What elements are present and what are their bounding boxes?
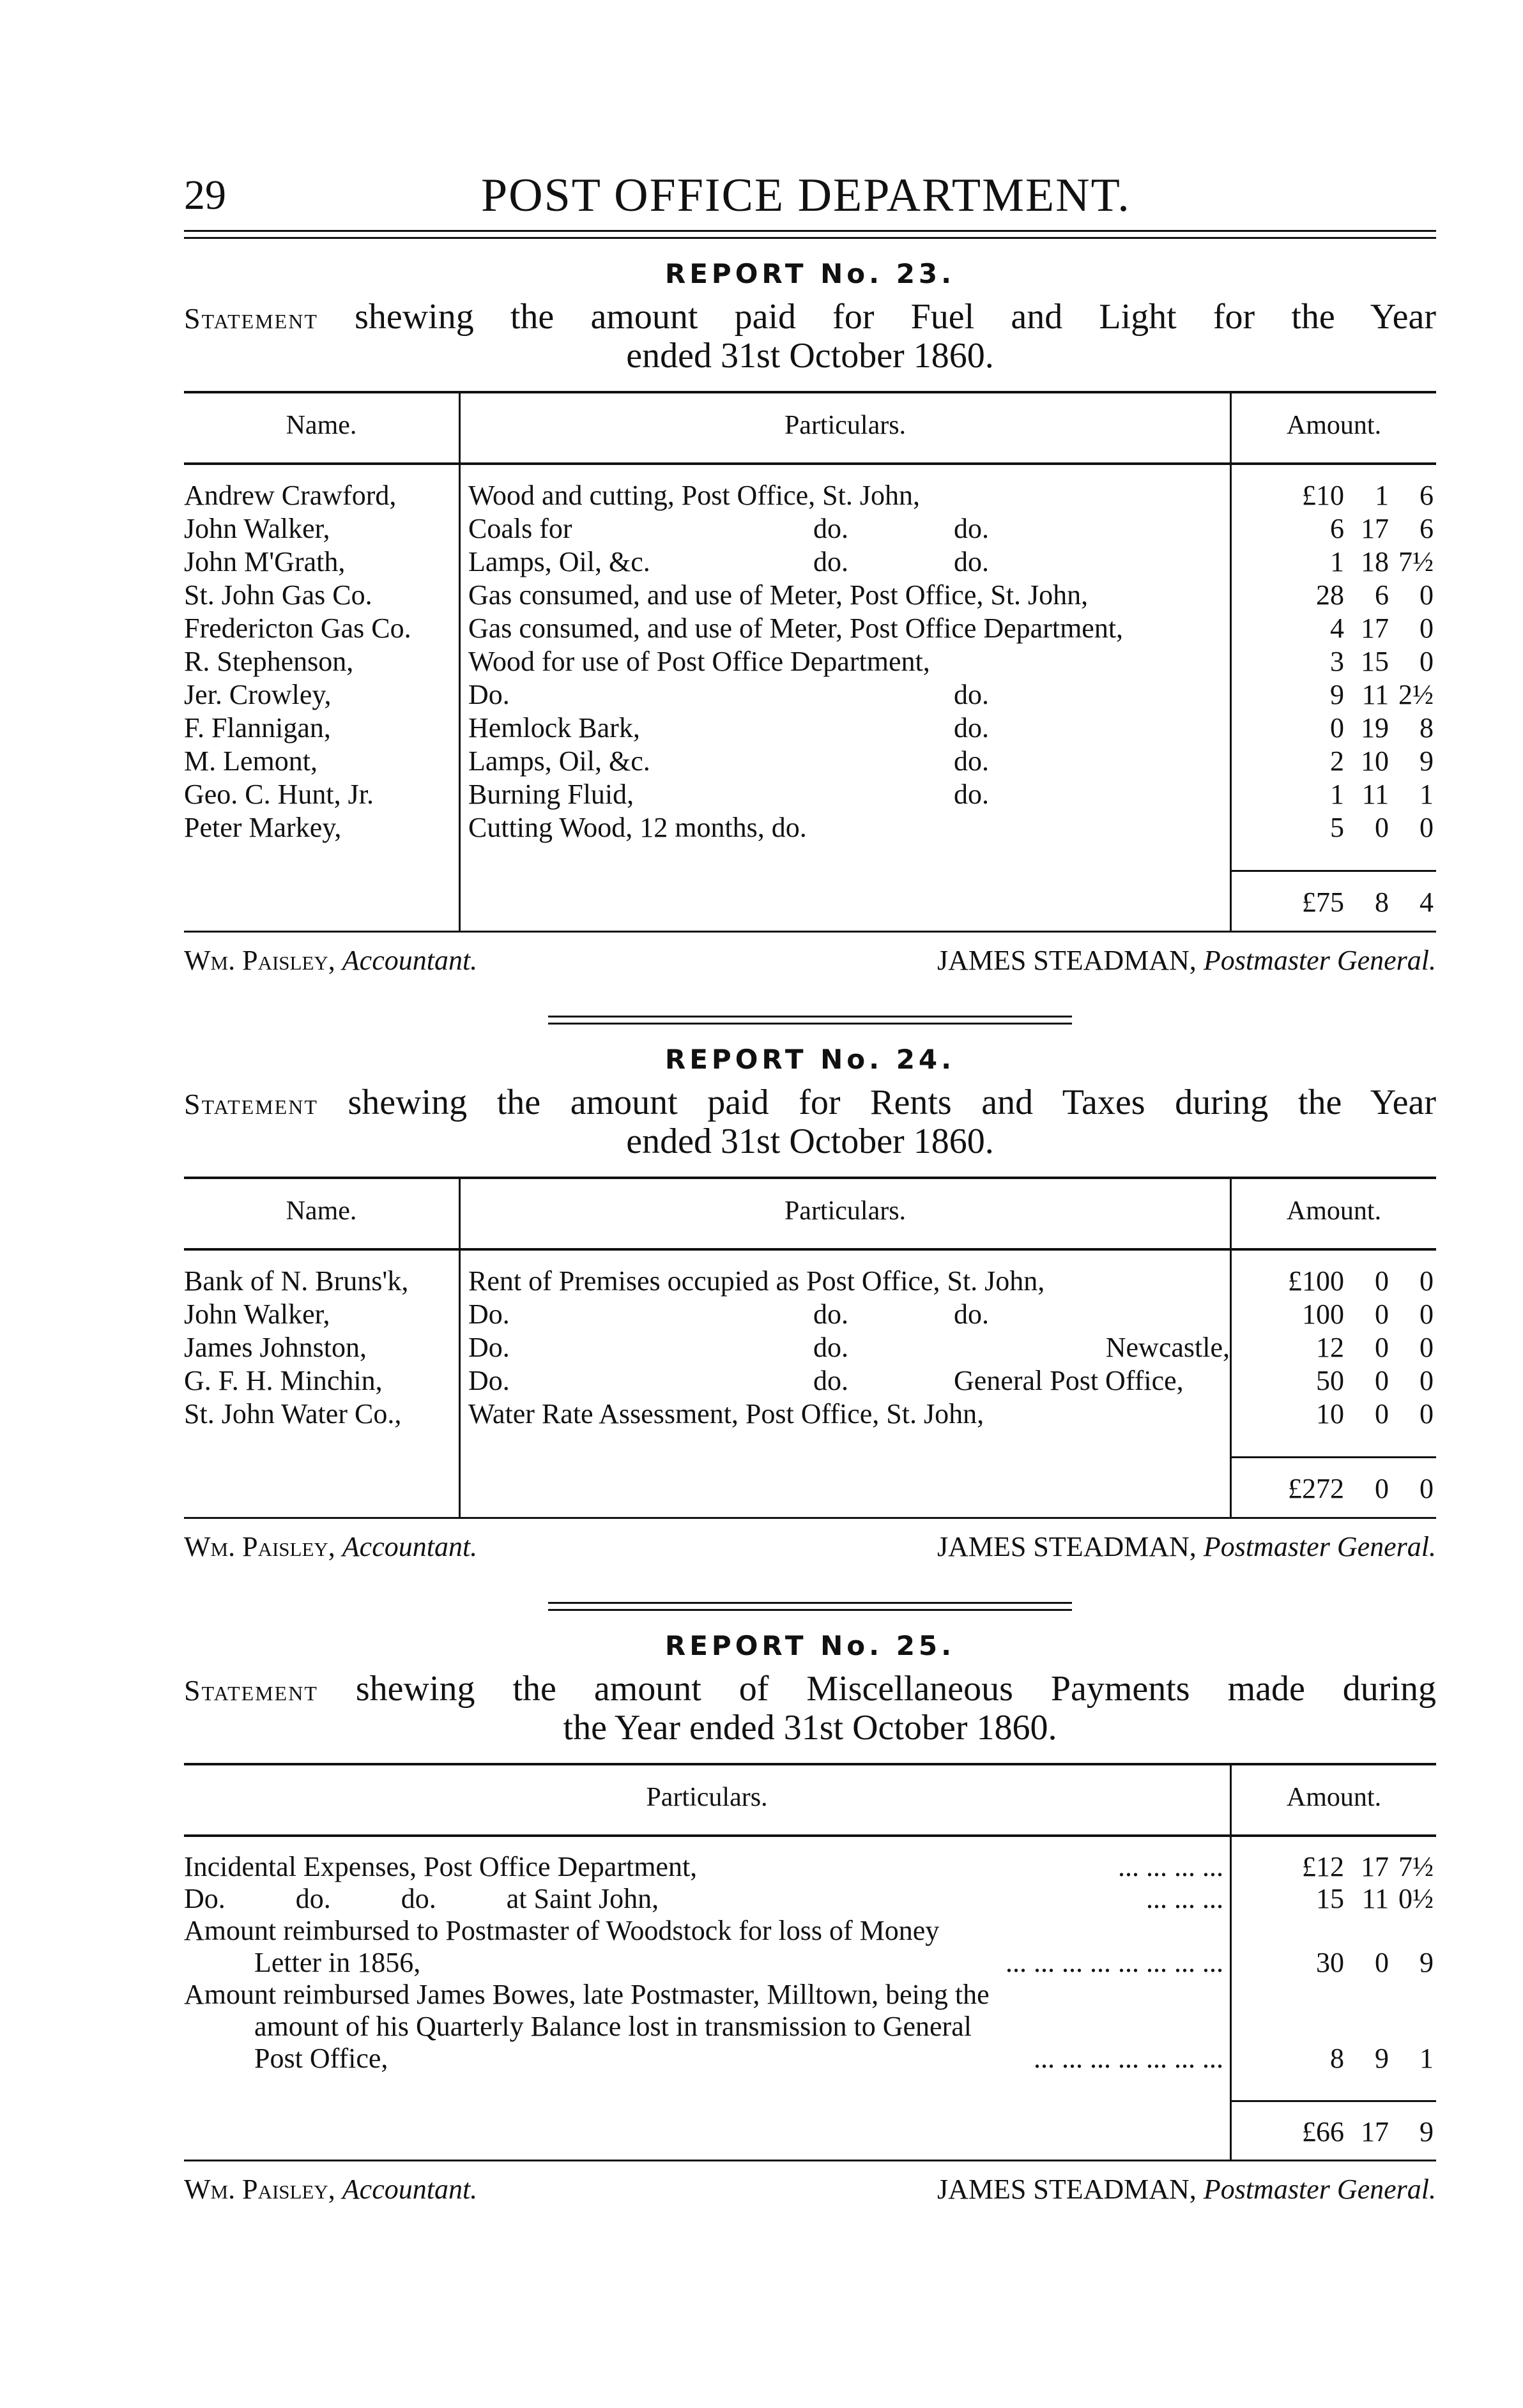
total-row [184, 871, 1436, 931]
total-row [184, 2101, 1436, 2160]
payee-name: R. Stephenson, [184, 645, 460, 678]
statement-word: Statement [184, 1674, 318, 1707]
amount: 0 19 8 [1330, 712, 1434, 743]
table-row [184, 811, 1436, 844]
page-number: 29 [184, 172, 226, 218]
column-header-amount: Amount. [1231, 1764, 1437, 1836]
particulars: Coals for do. do. [460, 512, 1231, 545]
amount: 2 10 9 [1330, 745, 1434, 777]
amount: 100 0 0 [1302, 1299, 1434, 1330]
payee-name: Peter Markey, [184, 811, 460, 844]
total-row [184, 1458, 1436, 1518]
signature-line [184, 931, 1436, 977]
particulars: Do. do. do. [460, 1298, 1231, 1331]
table-row [184, 612, 1436, 645]
payee-name: John M'Grath, [184, 545, 460, 579]
report-title: REPORT No. 25. [664, 1630, 956, 1661]
table-row [184, 1979, 1436, 2075]
statement-line-2: ended 31st October 1860. [626, 336, 994, 376]
column-header-name: Name. [184, 1178, 460, 1249]
payee-name: John Walker, [184, 1298, 460, 1331]
report-statement [184, 1670, 1436, 1746]
payee-name: G. F. H. Minchin, [184, 1364, 460, 1398]
payee-name: John Walker, [184, 512, 460, 545]
payee-name: Jer. Crowley, [184, 678, 460, 712]
statement-word: Statement [184, 1088, 318, 1120]
particulars: Wood for use of Post Office Department, [460, 645, 1231, 678]
amount: 3 15 0 [1330, 646, 1434, 677]
column-header-particulars: Particulars. [184, 1764, 1231, 1836]
amount: 1 18 7½ [1330, 546, 1434, 577]
header-rule [184, 230, 1436, 239]
particulars: Cutting Wood, 12 months, do. [460, 811, 1231, 844]
amount: 15 11 0½ [1316, 1883, 1434, 1914]
table-row [184, 1883, 1436, 1915]
table-row [184, 579, 1436, 612]
amount: 28 6 0 [1316, 579, 1434, 611]
payee-name: St. John Water Co., [184, 1398, 460, 1431]
amount: 6 17 6 [1330, 513, 1434, 544]
statement-table [184, 391, 1436, 931]
column-header-amount: Amount. [1231, 392, 1437, 464]
particulars: Water Rate Assessment, Post Office, St. John, [460, 1398, 1231, 1431]
payee-name: F. Flannigan, [184, 712, 460, 745]
table-row [184, 464, 1436, 512]
signature-line [184, 2160, 1436, 2206]
report-title: REPORT No. 24. [664, 1044, 956, 1075]
table-row [184, 512, 1436, 545]
amount: 30 0 9 [1316, 1947, 1434, 1978]
particulars: Rent of Premises occupied as Post Office, St. John, [460, 1249, 1231, 1298]
payee-name: St. John Gas Co. [184, 579, 460, 612]
amount: 8 9 1 [1330, 2043, 1434, 2074]
table-row [184, 1249, 1436, 1298]
amount: 12 0 0 [1316, 1332, 1434, 1363]
statement-text: shewing the amount of Miscellaneous Payments made during [355, 1669, 1437, 1709]
postmaster-signature: JAMES STEADMAN, Postmaster General. [937, 1531, 1436, 1562]
table-row [184, 778, 1436, 811]
postmaster-signature: JAMES STEADMAN, Postmaster General. [937, 945, 1436, 976]
statement-line-2: the Year ended 31st October 1860. [563, 1708, 1057, 1748]
payee-name: Andrew Crawford, [184, 464, 460, 512]
particulars: Gas consumed, and use of Meter, Post Office Department, [460, 612, 1231, 645]
table-row [184, 745, 1436, 778]
report-25 [184, 1630, 1436, 2206]
particulars: Burning Fluid, do. [460, 778, 1231, 811]
amount: 10 0 0 [1316, 1398, 1434, 1429]
payee-name: M. Lemont, [184, 745, 460, 778]
report-statement [184, 298, 1436, 374]
payee-name: Geo. C. Hunt, Jr. [184, 778, 460, 811]
particulars: Do. do. Newcastle, [460, 1331, 1231, 1364]
payee-name: James Johnston, [184, 1331, 460, 1364]
amount: £100 0 0 [1288, 1265, 1434, 1297]
table-row [184, 678, 1436, 712]
column-header-particulars: Particulars. [460, 1178, 1231, 1249]
amount: 9 11 2½ [1330, 679, 1434, 710]
particulars: Do. do. do. at Saint John, ... ... ... [184, 1883, 1231, 1915]
table-row [184, 1298, 1436, 1331]
statement-text: shewing the amount paid for Fuel and Light for the Year [355, 297, 1437, 337]
table-row [184, 1915, 1436, 1979]
section-divider [548, 1016, 1072, 1025]
accountant-signature: Wm. Paisley, Accountant. [184, 1531, 478, 1562]
particulars: Do. do. General Post Office, [460, 1364, 1231, 1398]
particulars: Do. do. [460, 678, 1231, 712]
amount: 5 0 0 [1330, 812, 1434, 843]
section-divider [548, 1602, 1072, 1611]
table-row [184, 645, 1436, 678]
statement-word: Statement [184, 302, 318, 335]
amount: £10 1 6 [1302, 480, 1434, 511]
accountant-signature: Wm. Paisley, Accountant. [184, 945, 478, 976]
payee-name: Bank of N. Bruns'k, [184, 1249, 460, 1298]
amount: 50 0 0 [1316, 1365, 1434, 1396]
amount: 4 17 0 [1330, 613, 1434, 644]
particulars: Amount reimbursed to Postmaster of Woodstock for loss of Money Letter in 1856, ... ... ... ... ... ... ... ... [184, 1915, 1231, 1979]
column-header-amount: Amount. [1231, 1178, 1437, 1249]
payee-name: Fredericton Gas Co. [184, 612, 460, 645]
report-23 [184, 258, 1436, 977]
report-title: REPORT No. 23. [664, 258, 956, 289]
statement-table [184, 1177, 1436, 1517]
report-24 [184, 1044, 1436, 1564]
amount: £12 17 7½ [1302, 1851, 1434, 1882]
postmaster-signature: JAMES STEADMAN, Postmaster General. [937, 2174, 1436, 2205]
column-header-name: Name. [184, 392, 460, 464]
total-amount: £272 0 0 [1231, 1458, 1437, 1518]
total-amount: £75 8 4 [1231, 871, 1437, 931]
statement-text: shewing the amount paid for Rents and Taxes during the Year [348, 1083, 1437, 1122]
particulars: Lamps, Oil, &c. do. do. [460, 545, 1231, 579]
page-header [184, 160, 1436, 230]
statement-line-2: ended 31st October 1860. [626, 1122, 994, 1161]
table-row [184, 545, 1436, 579]
particulars: Lamps, Oil, &c. do. [460, 745, 1231, 778]
signature-line [184, 1517, 1436, 1564]
column-header-particulars: Particulars. [460, 392, 1231, 464]
accountant-signature: Wm. Paisley, Accountant. [184, 2174, 478, 2205]
reports-container [184, 258, 1436, 1564]
total-amount: £66 17 9 [1231, 2101, 1437, 2160]
document-page [184, 160, 1436, 2206]
table-row [184, 1364, 1436, 1398]
particulars: Hemlock Bark, do. [460, 712, 1231, 745]
table-row [184, 1836, 1436, 1883]
amount: 1 11 1 [1330, 779, 1434, 810]
table-row [184, 1331, 1436, 1364]
particulars: Gas consumed, and use of Meter, Post Office, St. John, [460, 579, 1231, 612]
particulars: Incidental Expenses, Post Office Department, ... ... ... ... [184, 1836, 1231, 1883]
table-row [184, 712, 1436, 745]
table-row [184, 1398, 1436, 1431]
running-title: POST OFFICE DEPARTMENT. [481, 169, 1131, 222]
particulars: Wood and cutting, Post Office, St. John, [460, 464, 1231, 512]
report-statement [184, 1084, 1436, 1160]
payments-table [184, 1763, 1436, 2160]
particulars: Amount reimbursed James Bowes, late Postmaster, Milltown, being the amount of his Quarterly Balance lost in transmission to General Post Office, ... ... ... ... ... ... ... [184, 1979, 1231, 2075]
